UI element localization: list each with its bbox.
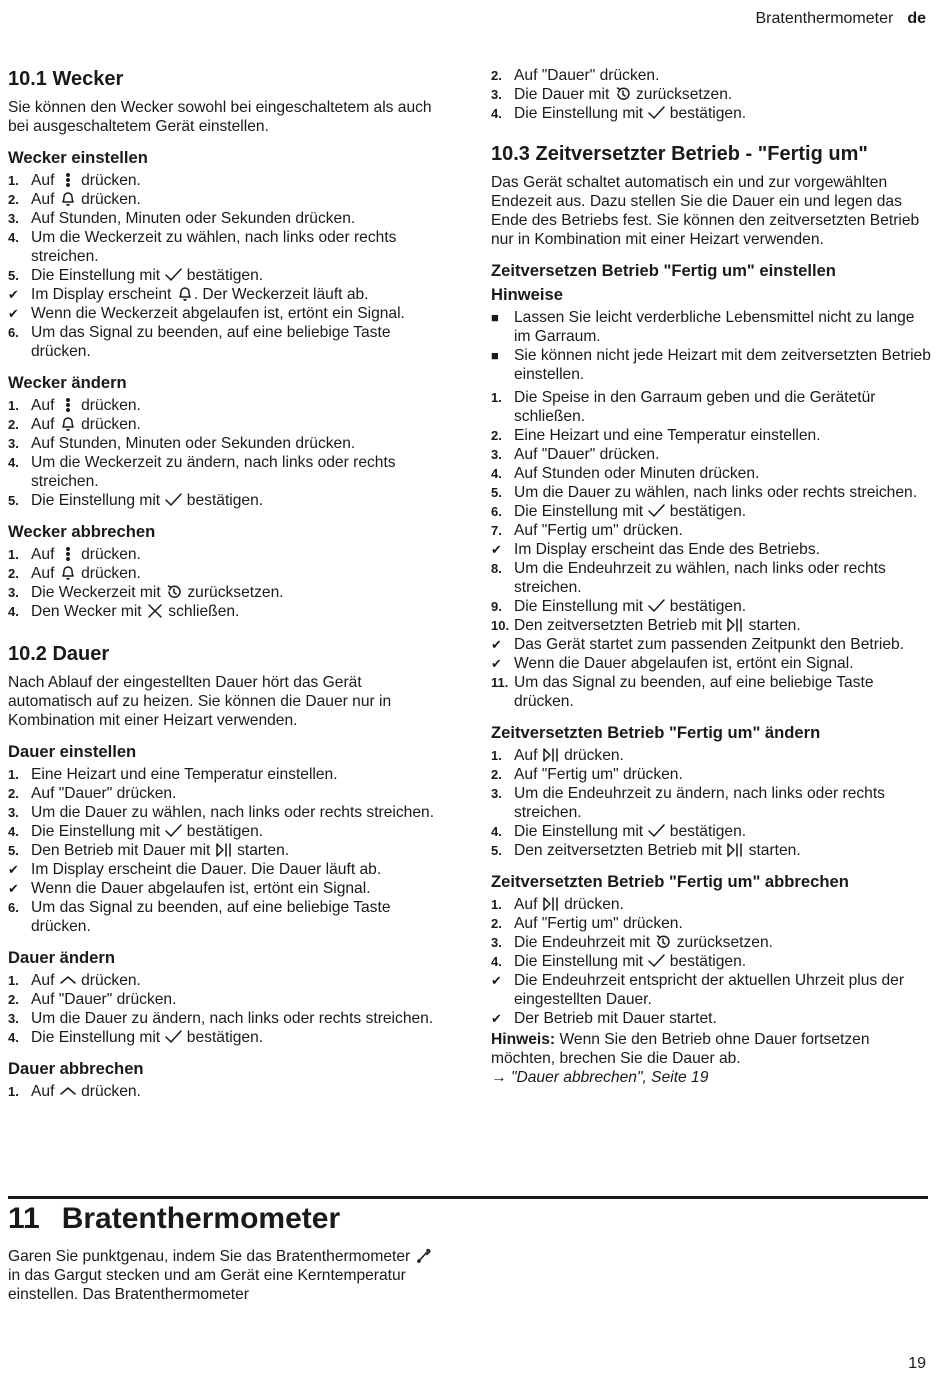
step-text: Wenn die Dauer abgelaufen ist, ertönt ein Signal.: [31, 880, 371, 897]
section-intro-fertig-um: Das Gerät schaltet automatisch ein und zur vorgewählten Endezeit aus. Dazu stellen Sie die Dauer ein und legen das Ende des Betriebs fest. Sie können den zeitversetzten Betrieb nur in Kombination mit einer Heizart verwenden.: [491, 174, 920, 248]
step-text: Die Einstellung mit: [31, 1029, 165, 1046]
list-item: [491, 616, 931, 635]
check-icon: [647, 953, 665, 969]
step-text: Auf Stunden, Minuten oder Sekunden drücken.: [31, 435, 356, 452]
step-number: 4.: [491, 106, 502, 121]
list-item: [8, 879, 448, 898]
step-number: 4.: [8, 1030, 19, 1045]
step-text: bestätigen.: [665, 598, 747, 615]
chapter-title: [8, 1200, 340, 1238]
list-item: [491, 597, 931, 616]
list-item: [491, 85, 931, 104]
hint-label: Hinweis:: [491, 1031, 556, 1048]
timer-bell-icon: [59, 416, 77, 432]
header-title: Bratenthermometer: [755, 10, 894, 27]
list-item: [491, 445, 931, 464]
list-item: [8, 898, 448, 936]
list-item: [491, 388, 931, 426]
list-item: [8, 765, 448, 784]
step-number: 4.: [8, 230, 19, 245]
list-item: [8, 304, 448, 323]
steps-fertig-um-aendern: [491, 746, 931, 860]
step-number: 1.: [491, 390, 502, 405]
step-text: drücken.: [76, 172, 141, 189]
step-text: starten.: [232, 842, 290, 859]
step-number: 1.: [8, 173, 19, 188]
step-text: Auf Stunden, Minuten oder Sekunden drücken.: [31, 210, 356, 227]
list-item: [491, 822, 931, 841]
step-text: Auf: [31, 172, 59, 189]
chapter-heading: Bratenthermometer: [61, 1202, 341, 1235]
step-text: Auf: [31, 1083, 59, 1100]
subsection-title-wecker-einstellen: Wecker einstellen: [8, 148, 148, 167]
check-icon: [164, 492, 182, 508]
step-number: 3.: [8, 1011, 19, 1026]
step-number: 8.: [491, 561, 502, 576]
header-language: de: [907, 10, 926, 27]
step-text: Um die Dauer zu wählen, nach links oder rechts streichen.: [31, 804, 435, 821]
step-text: Um die Dauer zu ändern, nach links oder rechts streichen.: [31, 1010, 434, 1027]
step-number: 3.: [8, 585, 19, 600]
list-item: [8, 285, 448, 304]
result-marker: ✔: [491, 656, 502, 671]
list-item: [491, 895, 931, 914]
result-marker: ✔: [491, 542, 502, 557]
step-text: drücken.: [76, 1083, 141, 1100]
steps-wecker-aendern: [8, 396, 448, 510]
start-pause-icon: [726, 842, 744, 858]
step-text: Um das Signal zu beenden, auf eine beliebige Taste drücken.: [31, 899, 391, 935]
step-number: 7.: [491, 523, 502, 538]
subsection-title-wecker-aendern: Wecker ändern: [8, 373, 127, 392]
list-item: [491, 635, 931, 654]
step-number: 5.: [8, 843, 19, 858]
list-item: [8, 784, 448, 803]
step-text: bestätigen.: [182, 1029, 264, 1046]
reference-arrow: →: [491, 1069, 511, 1086]
step-number: 1.: [8, 547, 19, 562]
cross-reference-link[interactable]: "Dauer abbrechen", Seite 19: [510, 1069, 709, 1086]
note-text: Lassen Sie leicht verderbliche Lebensmittel nicht zu lange im Garraum.: [514, 309, 915, 345]
step-number: 4.: [491, 466, 502, 481]
menu-dots-icon: [59, 397, 77, 413]
step-number: 2.: [491, 916, 502, 931]
step-text: Auf "Dauer" drücken.: [514, 67, 660, 84]
step-text: Auf "Fertig um" drücken.: [514, 522, 683, 539]
step-number: 3.: [8, 805, 19, 820]
list-item: [8, 803, 448, 822]
result-marker: ✔: [8, 881, 19, 896]
step-number: 9.: [491, 599, 502, 614]
step-number: 2.: [491, 68, 502, 83]
step-text: zurücksetzen.: [672, 934, 773, 951]
step-text: Auf "Fertig um" drücken.: [514, 766, 683, 783]
list-item: [8, 1082, 448, 1101]
check-icon: [647, 823, 665, 839]
step-number: 2.: [491, 428, 502, 443]
steps-wecker-einstellen: [8, 171, 448, 361]
notes-list: [491, 308, 931, 384]
step-text: zurücksetzen.: [183, 584, 284, 601]
list-item: [491, 933, 931, 952]
step-text: Die Endeuhrzeit entspricht der aktuellen Uhrzeit plus der eingestellten Dauer.: [514, 972, 905, 1008]
step-text: Die Einstellung mit: [514, 953, 648, 970]
step-text: Auf "Dauer" drücken.: [514, 446, 660, 463]
step-number: 1.: [8, 767, 19, 782]
list-item: [8, 415, 448, 434]
list-item: [491, 765, 931, 784]
step-text: Um das Signal zu beenden, auf eine beliebige Taste drücken.: [31, 324, 391, 360]
list-item: [491, 746, 931, 765]
step-text: Den Wecker mit: [31, 603, 146, 620]
step-number: 3.: [8, 436, 19, 451]
step-number: 3.: [491, 935, 502, 950]
reset-icon: [614, 86, 632, 102]
check-icon: [164, 1029, 182, 1045]
step-text: Die Einstellung mit: [514, 503, 648, 520]
step-text: Um die Weckerzeit zu ändern, nach links oder rechts streichen.: [31, 454, 396, 490]
meat-probe-icon: [415, 1248, 433, 1264]
list-item: [8, 822, 448, 841]
step-text: Um die Weckerzeit zu wählen, nach links oder rechts streichen.: [31, 229, 397, 265]
result-marker: ✔: [491, 973, 502, 988]
step-text: drücken.: [76, 416, 141, 433]
section-intro-wecker: Sie können den Wecker sowohl bei eingeschaltetem als auch bei ausgeschaltetem Gerät einstellen.: [8, 99, 432, 135]
section-title-wecker: 10.1 Wecker: [8, 68, 124, 90]
step-text: bestätigen.: [665, 503, 747, 520]
step-number: 11.: [491, 675, 509, 690]
step-text: Um die Endeuhrzeit zu wählen, nach links oder rechts streichen.: [514, 560, 886, 596]
list-item: [491, 952, 931, 971]
list-item: [8, 453, 448, 491]
close-x-icon: [146, 603, 164, 619]
list-item: [491, 502, 931, 521]
step-number: 1.: [8, 398, 19, 413]
step-text: Eine Heizart und eine Temperatur einstellen.: [31, 766, 338, 783]
list-item: [8, 583, 448, 602]
menu-dots-icon: [59, 546, 77, 562]
step-text: . Der Weckerzeit läuft ab.: [193, 286, 369, 303]
steps-dauer-aendern: [8, 971, 448, 1047]
step-text: Den Betrieb mit Dauer mit: [31, 842, 215, 859]
step-number: 1.: [8, 1084, 19, 1099]
list-item: [491, 521, 931, 540]
step-text: Auf "Dauer" drücken.: [31, 785, 177, 802]
step-text: Auf: [31, 191, 59, 208]
hint-paragraph: [491, 1030, 931, 1068]
step-text: Die Einstellung mit: [31, 492, 165, 509]
section-intro-dauer: Nach Ablauf der eingestellten Dauer hört das Gerät automatisch auf zu heizen. Sie können die Dauer nur in Kombination mit einer Heizart verwenden.: [8, 674, 392, 729]
step-text: Die Endeuhrzeit mit: [514, 934, 655, 951]
chapter-text: in das Gargut stecken und am Gerät eine Kerntemperatur einstellen. Das Bratenthermometer: [8, 1267, 406, 1303]
check-icon: [647, 598, 665, 614]
step-text: Der Betrieb mit Dauer startet.: [514, 1010, 717, 1027]
step-text: Die Dauer mit: [514, 86, 614, 103]
step-text: Auf: [514, 747, 542, 764]
page-header: [755, 10, 926, 28]
result-marker: ✔: [491, 1011, 502, 1026]
subsection-title-fertig-um-einstellen: Zeitversetzen Betrieb "Fertig um" einstellen: [491, 261, 836, 280]
step-number: 3.: [491, 447, 502, 462]
step-number: 10.: [491, 618, 510, 633]
list-item: [491, 559, 931, 597]
list-item: [8, 1028, 448, 1047]
step-text: Im Display erscheint: [31, 286, 176, 303]
step-text: Den zeitversetzten Betrieb mit: [514, 617, 727, 634]
step-text: Auf: [31, 397, 59, 414]
reset-icon: [165, 584, 183, 600]
result-marker: ✔: [8, 862, 19, 877]
subsection-title-wecker-abbrechen: Wecker abbrechen: [8, 522, 156, 541]
step-number: 3.: [491, 786, 502, 801]
step-text: Im Display erscheint die Dauer. Die Dauer läuft ab.: [31, 861, 382, 878]
list-item: [491, 654, 931, 673]
list-item: [491, 104, 931, 123]
steps-fertig-um-abbrechen: [491, 895, 931, 1028]
step-number: 5.: [491, 485, 502, 500]
step-number: 1.: [491, 748, 502, 763]
subsection-title-dauer-abbrechen: Dauer abbrechen: [8, 1059, 144, 1078]
start-pause-icon: [542, 747, 560, 763]
step-number: 4.: [8, 455, 19, 470]
chevron-up-icon: [59, 1083, 77, 1099]
step-number: 6.: [8, 325, 19, 340]
step-text: Um die Endeuhrzeit zu ändern, nach links oder rechts streichen.: [514, 785, 885, 821]
step-number: 6.: [491, 504, 502, 519]
reset-icon: [654, 934, 672, 950]
result-marker: ✔: [8, 287, 19, 302]
list-item: [491, 66, 931, 85]
section-title-fertig-um: 10.3 Zeitversetzter Betrieb - "Fertig um": [491, 143, 868, 165]
subsection-title-dauer-aendern: Dauer ändern: [8, 948, 115, 967]
list-item: [491, 841, 931, 860]
step-text: starten.: [744, 617, 801, 634]
start-pause-icon: [542, 896, 560, 912]
list-item: [491, 971, 931, 1009]
steps-fertig-um-einstellen: [491, 388, 931, 711]
subsection-title-fertig-um-aendern: Zeitversetzten Betrieb "Fertig um" ändern: [491, 723, 821, 742]
step-text: Auf: [31, 546, 59, 563]
list-item: [8, 396, 448, 415]
step-number: 2.: [8, 417, 19, 432]
result-marker: ✔: [8, 306, 19, 321]
start-pause-icon: [215, 842, 233, 858]
step-number: 2.: [8, 786, 19, 801]
step-number: 2.: [491, 767, 502, 782]
timer-bell-icon: [59, 191, 77, 207]
list-item: [8, 1009, 448, 1028]
step-text: bestätigen.: [665, 105, 747, 122]
step-number: 4.: [491, 954, 502, 969]
step-text: Auf: [514, 896, 542, 913]
step-text: Den zeitversetzten Betrieb mit: [514, 842, 727, 859]
step-text: drücken.: [76, 546, 141, 563]
list-item: [8, 434, 448, 453]
list-item: [491, 1009, 931, 1028]
step-text: bestätigen.: [182, 267, 264, 284]
steps-dauer-einstellen: [8, 765, 448, 936]
list-item: [8, 491, 448, 510]
list-item: [8, 971, 448, 990]
step-text: Um das Signal zu beenden, auf eine beliebige Taste drücken.: [514, 674, 874, 710]
list-item: [8, 990, 448, 1009]
timer-bell-icon: [176, 286, 194, 302]
right-column: [491, 66, 931, 1087]
step-number: 4.: [8, 604, 19, 619]
step-text: Die Einstellung mit: [31, 267, 165, 284]
list-item: [491, 673, 931, 711]
list-item: [8, 860, 448, 879]
step-text: Auf "Fertig um" drücken.: [514, 915, 683, 932]
step-text: Die Weckerzeit mit: [31, 584, 166, 601]
step-text: Um die Dauer zu wählen, nach links oder rechts streichen.: [514, 484, 918, 501]
step-text: drücken.: [76, 565, 141, 582]
step-text: Auf: [31, 416, 59, 433]
timer-bell-icon: [59, 565, 77, 581]
chapter-intro: [8, 1247, 438, 1304]
step-text: schließen.: [163, 603, 240, 620]
step-number: 5.: [491, 843, 502, 858]
subsection-title-dauer-einstellen: Dauer einstellen: [8, 742, 137, 761]
list-item: [8, 209, 448, 228]
step-number: 6.: [8, 900, 19, 915]
step-text: Eine Heizart und eine Temperatur einstellen.: [514, 427, 821, 444]
step-text: Das Gerät startet zum passenden Zeitpunkt den Betrieb.: [514, 636, 905, 653]
list-item: [491, 308, 931, 346]
steps-wecker-abbrechen: [8, 545, 448, 621]
start-pause-icon: [726, 617, 744, 633]
cross-reference: [491, 1068, 931, 1087]
step-number: 5.: [8, 268, 19, 283]
list-item: [491, 426, 931, 445]
step-text: drücken.: [559, 747, 624, 764]
list-item: [8, 171, 448, 190]
step-text: drücken.: [76, 972, 141, 989]
step-number: 2.: [8, 992, 19, 1007]
step-text: drücken.: [76, 397, 141, 414]
notes-title: Hinweise: [491, 285, 563, 304]
step-text: Die Einstellung mit: [514, 823, 648, 840]
list-item: [8, 841, 448, 860]
step-text: Auf "Dauer" drücken.: [31, 991, 177, 1008]
step-number: 5.: [8, 493, 19, 508]
check-icon: [647, 503, 665, 519]
step-text: drücken.: [76, 191, 141, 208]
step-text: Auf: [31, 565, 59, 582]
step-number: 2.: [8, 566, 19, 581]
list-item: [8, 602, 448, 621]
hint-text: Wenn Sie den Betrieb ohne Dauer fortsetzen möchten, brechen Sie die Dauer ab.: [491, 1031, 870, 1067]
step-text: bestätigen.: [665, 823, 747, 840]
check-icon: [164, 823, 182, 839]
step-text: Auf: [31, 972, 59, 989]
chapter-divider: [8, 1196, 928, 1199]
step-text: drücken.: [559, 896, 624, 913]
list-item: [491, 464, 931, 483]
step-text: Wenn die Dauer abgelaufen ist, ertönt ein Signal.: [514, 655, 854, 672]
list-item: [8, 266, 448, 285]
menu-dots-icon: [59, 172, 77, 188]
step-text: Auf Stunden oder Minuten drücken.: [514, 465, 760, 482]
step-text: starten.: [744, 842, 801, 859]
list-item: [8, 564, 448, 583]
left-column: [8, 66, 448, 1101]
step-number: 3.: [491, 87, 502, 102]
step-text: bestätigen.: [665, 953, 747, 970]
step-text: Im Display erscheint das Ende des Betriebs.: [514, 541, 820, 558]
step-number: 1.: [8, 973, 19, 988]
step-number: 4.: [8, 824, 19, 839]
list-item: [491, 784, 931, 822]
step-text: Wenn die Weckerzeit abgelaufen ist, ertönt ein Signal.: [31, 305, 405, 322]
step-text: Die Einstellung mit: [514, 105, 648, 122]
step-text: Die Einstellung mit: [31, 823, 165, 840]
steps-dauer-abbrechen-continued: [491, 66, 931, 123]
check-icon: [164, 267, 182, 283]
bullet-marker: ■: [491, 348, 499, 363]
bullet-marker: ■: [491, 310, 499, 325]
steps-dauer-abbrechen: [8, 1082, 448, 1101]
step-text: Die Einstellung mit: [514, 598, 648, 615]
list-item: [491, 914, 931, 933]
list-item: [491, 346, 931, 384]
step-text: Die Speise in den Garraum geben und die Gerätetür schließen.: [514, 389, 876, 425]
list-item: [8, 190, 448, 209]
chevron-up-icon: [59, 972, 77, 988]
step-number: 3.: [8, 211, 19, 226]
step-text: bestätigen.: [182, 492, 264, 509]
step-number: 2.: [8, 192, 19, 207]
step-text: bestätigen.: [182, 823, 264, 840]
step-number: 1.: [491, 897, 502, 912]
list-item: [8, 323, 448, 361]
chapter-text: Garen Sie punktgenau, indem Sie das Bratenthermometer: [8, 1248, 415, 1265]
section-title-dauer: 10.2 Dauer: [8, 643, 110, 665]
list-item: [491, 483, 931, 502]
chapter-number: 11: [8, 1202, 40, 1235]
page-number: 19: [908, 1355, 926, 1372]
subsection-title-fertig-um-abbrechen: Zeitversetzten Betrieb "Fertig um" abbrechen: [491, 872, 849, 891]
result-marker: ✔: [491, 637, 502, 652]
list-item: [8, 545, 448, 564]
check-icon: [647, 105, 665, 121]
list-item: [491, 540, 931, 559]
list-item: [8, 228, 448, 266]
step-text: zurücksetzen.: [631, 86, 733, 103]
step-number: 4.: [491, 824, 502, 839]
note-text: Sie können nicht jede Heizart mit dem zeitversetzten Betrieb einstellen.: [514, 347, 931, 383]
